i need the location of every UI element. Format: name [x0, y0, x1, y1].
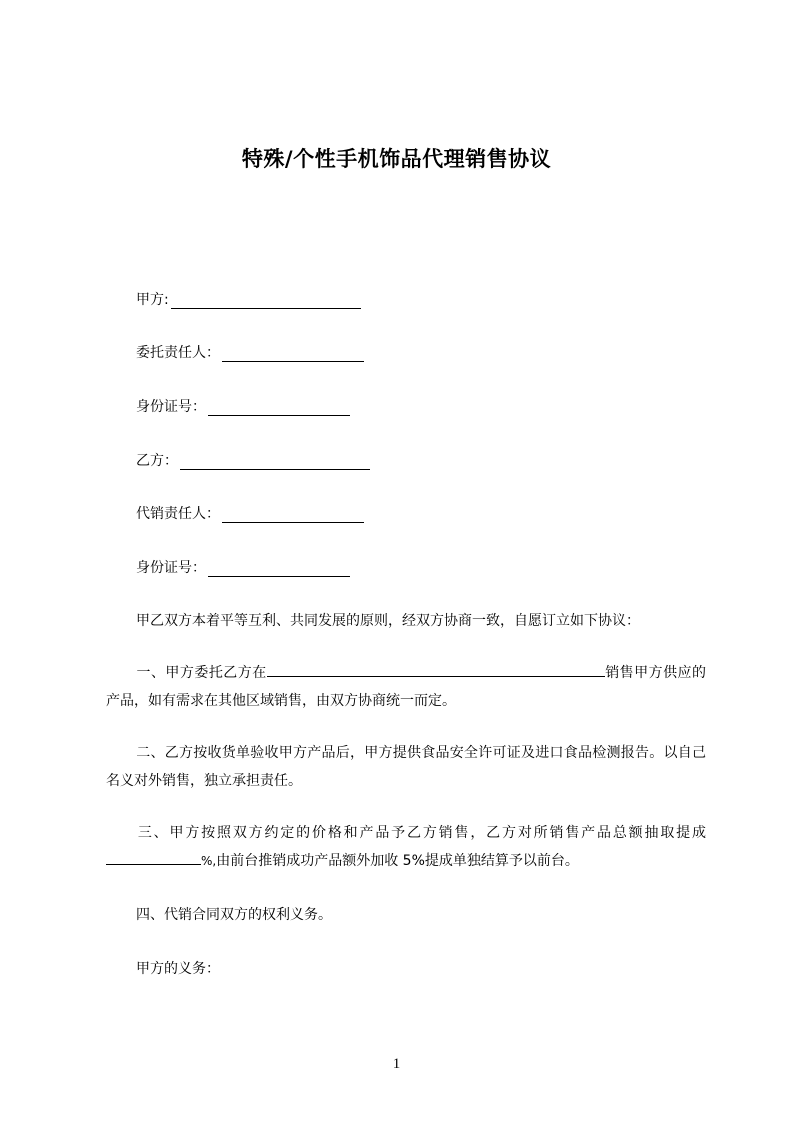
id-no-2-label: 身份证号：	[136, 560, 206, 576]
intro-paragraph: 甲乙双方本着平等互利、共同发展的原则，经双方协商一致，自愿订立如下协议：	[136, 613, 640, 629]
entrust-person-line	[136, 342, 364, 362]
page-number: 1	[392, 1056, 401, 1072]
clause-1-blank	[267, 662, 605, 677]
id-no-1-blank	[208, 401, 350, 416]
id-no-2-line	[136, 557, 350, 577]
clause-2	[106, 739, 706, 795]
clause-3-prefix: 三、甲方按照双方约定的价格和产品予乙方销售，乙方对所销售产品总额抽取提成	[136, 825, 706, 841]
clause-1-prefix: 一、甲方委托乙方在	[136, 665, 267, 681]
party-a-line	[136, 289, 361, 309]
agent-person-label: 代销责任人：	[136, 506, 220, 522]
id-no-1-line	[136, 396, 350, 416]
party-a-blank	[171, 294, 361, 309]
clause-3-suffix: 由前台推销成功产品额外加收 5%提成单独结算予以前台。	[216, 853, 579, 869]
party-b-line	[136, 450, 370, 470]
clause-1	[106, 659, 706, 715]
agent-person-line	[136, 503, 364, 523]
clause-3-blank	[106, 850, 201, 865]
id-no-2-blank	[208, 562, 350, 577]
clause-3-percent: %,	[201, 854, 217, 868]
party-b-blank	[180, 455, 370, 470]
party-a-label: 甲方:	[136, 292, 169, 308]
party-b-label: 乙方：	[136, 453, 178, 469]
clause-1-suffix: 销售甲方供应的产品，如有需求在其他区域销售，由双方协商统一而定。	[106, 665, 707, 709]
clause-3	[106, 819, 706, 875]
clause-2-text: 二、乙方按收货单验收甲方产品后，甲方提供食品安全许可证及进口食品检测报告。以自己名义对外销售，独立承担责任。	[106, 745, 706, 789]
entrust-person-blank	[222, 347, 364, 362]
agent-person-blank	[222, 508, 364, 523]
entrust-person-label: 委托责任人：	[136, 345, 220, 361]
party-a-duties-heading: 甲方的义务：	[136, 961, 220, 977]
clause-4: 四、代销合同双方的权利义务。	[136, 907, 332, 923]
id-no-1-label: 身份证号：	[136, 399, 206, 415]
document-title: 特殊/个性手机饰品代理销售协议	[241, 147, 552, 171]
